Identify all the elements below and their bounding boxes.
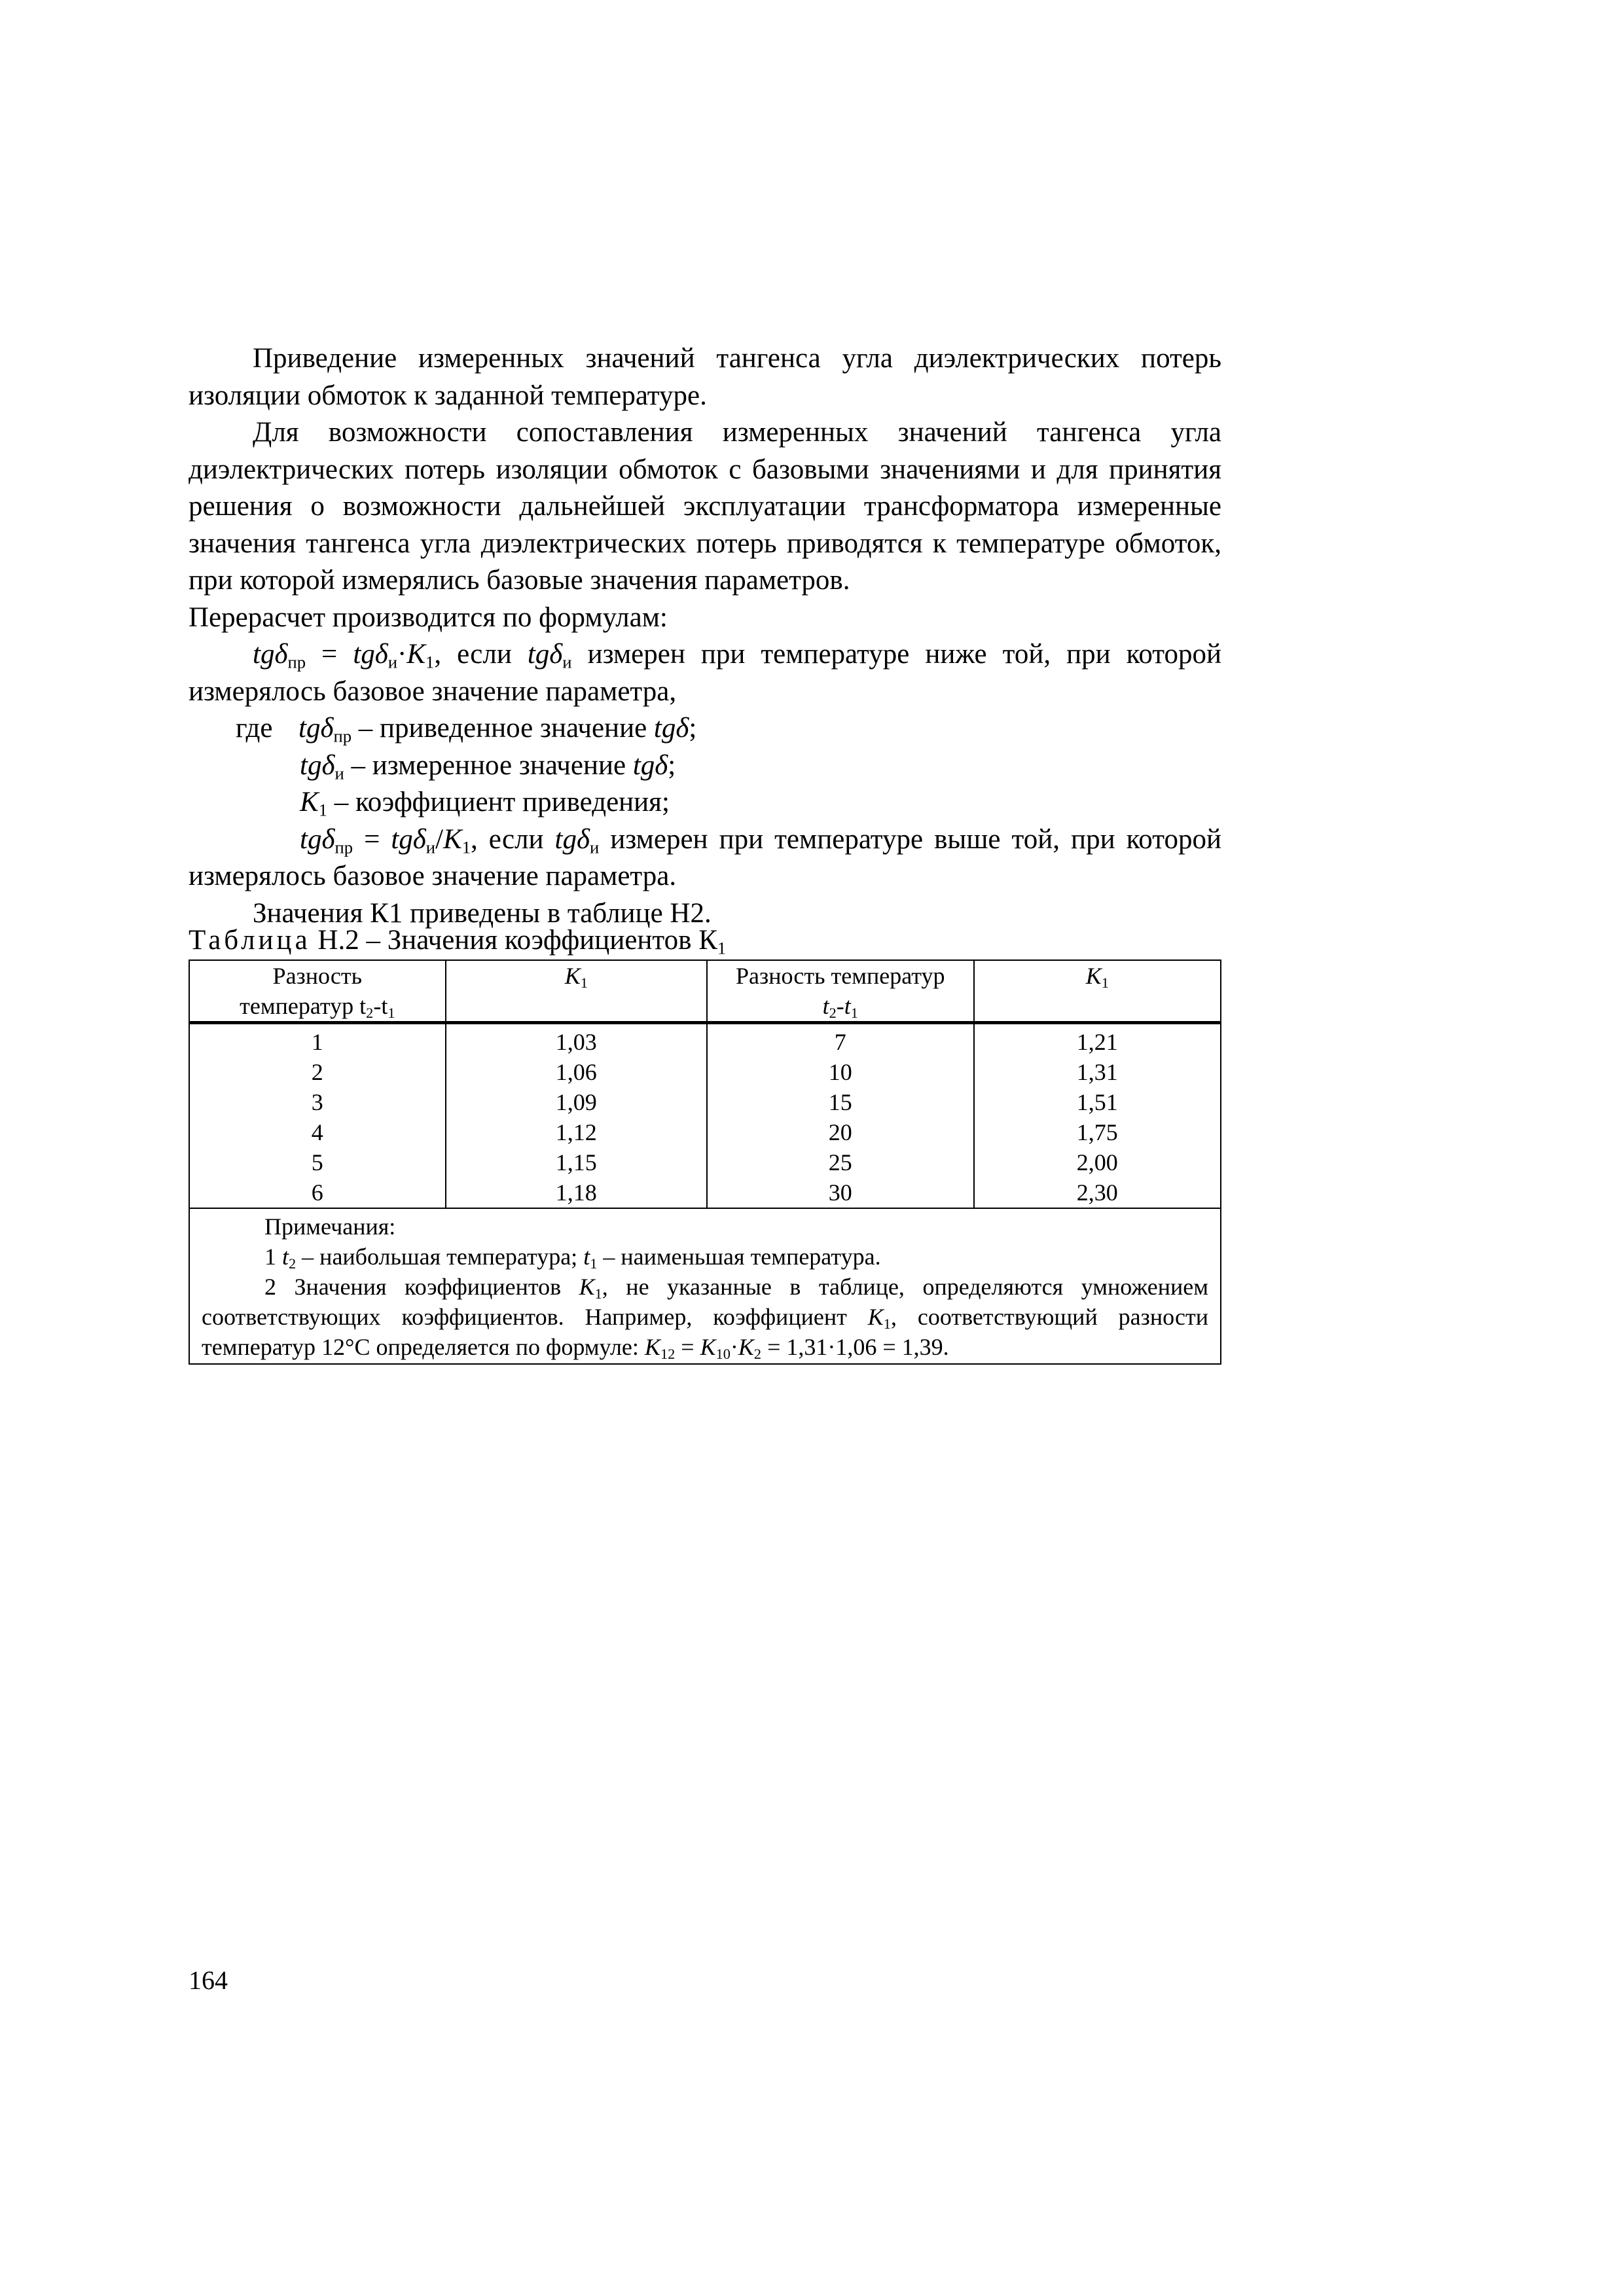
note-2: 2 Значения коэффициентов $K_1$, не указанные в таблице, определяются умножением соответствующих коэффициентов. Например, коэффициент $K_1$, соответствующий разности температур 12°С определяется по формуле: $K_{12} = K_{10}\cdot K_2 = 1,31\cdot 1,06 = 1,39$. <box>202 1274 1209 1363</box>
table-row: 5 1,15 25 2,00 <box>189 1147 1221 1177</box>
table-row: 3 1,09 15 1,51 <box>189 1087 1221 1117</box>
table-row: 1 1,03 7 1,21 <box>189 1023 1221 1058</box>
header-temp-diff: Разность температур $t_2-t_1$ <box>189 960 446 1023</box>
note-1: 1 $t_2$ – наибольшая температура; $t_1$ – наименьшая температура. <box>264 1244 881 1272</box>
table-caption: Таблица Н.2 – Значения коэффициентов $К_1$ <box>189 925 727 958</box>
definition-tg-pr: где tgδ$_{пр}$ – приведенное значение tgδ; <box>236 713 697 746</box>
definition-k1: $K_1$ – коэффициент приведения; <box>300 787 670 820</box>
header-k1-2: $K_1$ <box>974 960 1221 1023</box>
definition-tg-i: tgδ$_и$ – измеренное значение tgδ; <box>300 749 676 783</box>
header-k1: $K_1$ <box>446 960 707 1023</box>
table-row: 2 1,06 10 1,31 <box>189 1057 1221 1087</box>
notes-title: Примечания: <box>264 1213 396 1240</box>
formula-1: $tg\delta_{пр} = tg\delta_и\cdot K_1$, если tgδ$_и$ измерен при температуре ниже той, при которой измерялось базовое значение параметра, <box>189 639 1221 707</box>
recalc-paragraph: Перерасчет производится по формулам: <box>189 601 668 633</box>
header-temp-diff-2: Разность температур $t_2-t_1$ <box>707 960 974 1023</box>
table-notes-row <box>189 1208 1221 1364</box>
table-row: 4 1,12 20 1,75 <box>189 1117 1221 1147</box>
page-number: 164 <box>189 1965 228 1995</box>
table-header-row <box>189 960 1221 1023</box>
body-text <box>189 340 1221 932</box>
intro-paragraph: Для возможности сопоставления измеренных значений тангенса угла диэлектрических потерь изоляции обмоток с базовыми значениями и для принятия решения о возможности дальнейшей эксплуатации трансформатора измеренные значения тангенса угла диэлектрических потерь приводятся к температуре обмоток, при которой измерялись базовые значения параметров. <box>189 417 1221 596</box>
formula-2: $tg\delta_{пр} = tg\delta_и/K_1$, если tgδ$_и$ измерен при температуре выше той, при которой измерялось базовое значение параметра. <box>189 823 1221 891</box>
table-row: 6 1,18 30 2,30 <box>189 1177 1221 1208</box>
table-notes <box>189 1208 1221 1364</box>
section-heading-paragraph: Приведение измеренных значений тангенса угла диэлектрических потерь изоляции обмоток к заданной температуре. <box>189 343 1221 411</box>
table-reference: Значения К1 приведены в таблице Н2. <box>253 897 712 929</box>
coefficients-table <box>189 960 1221 1365</box>
